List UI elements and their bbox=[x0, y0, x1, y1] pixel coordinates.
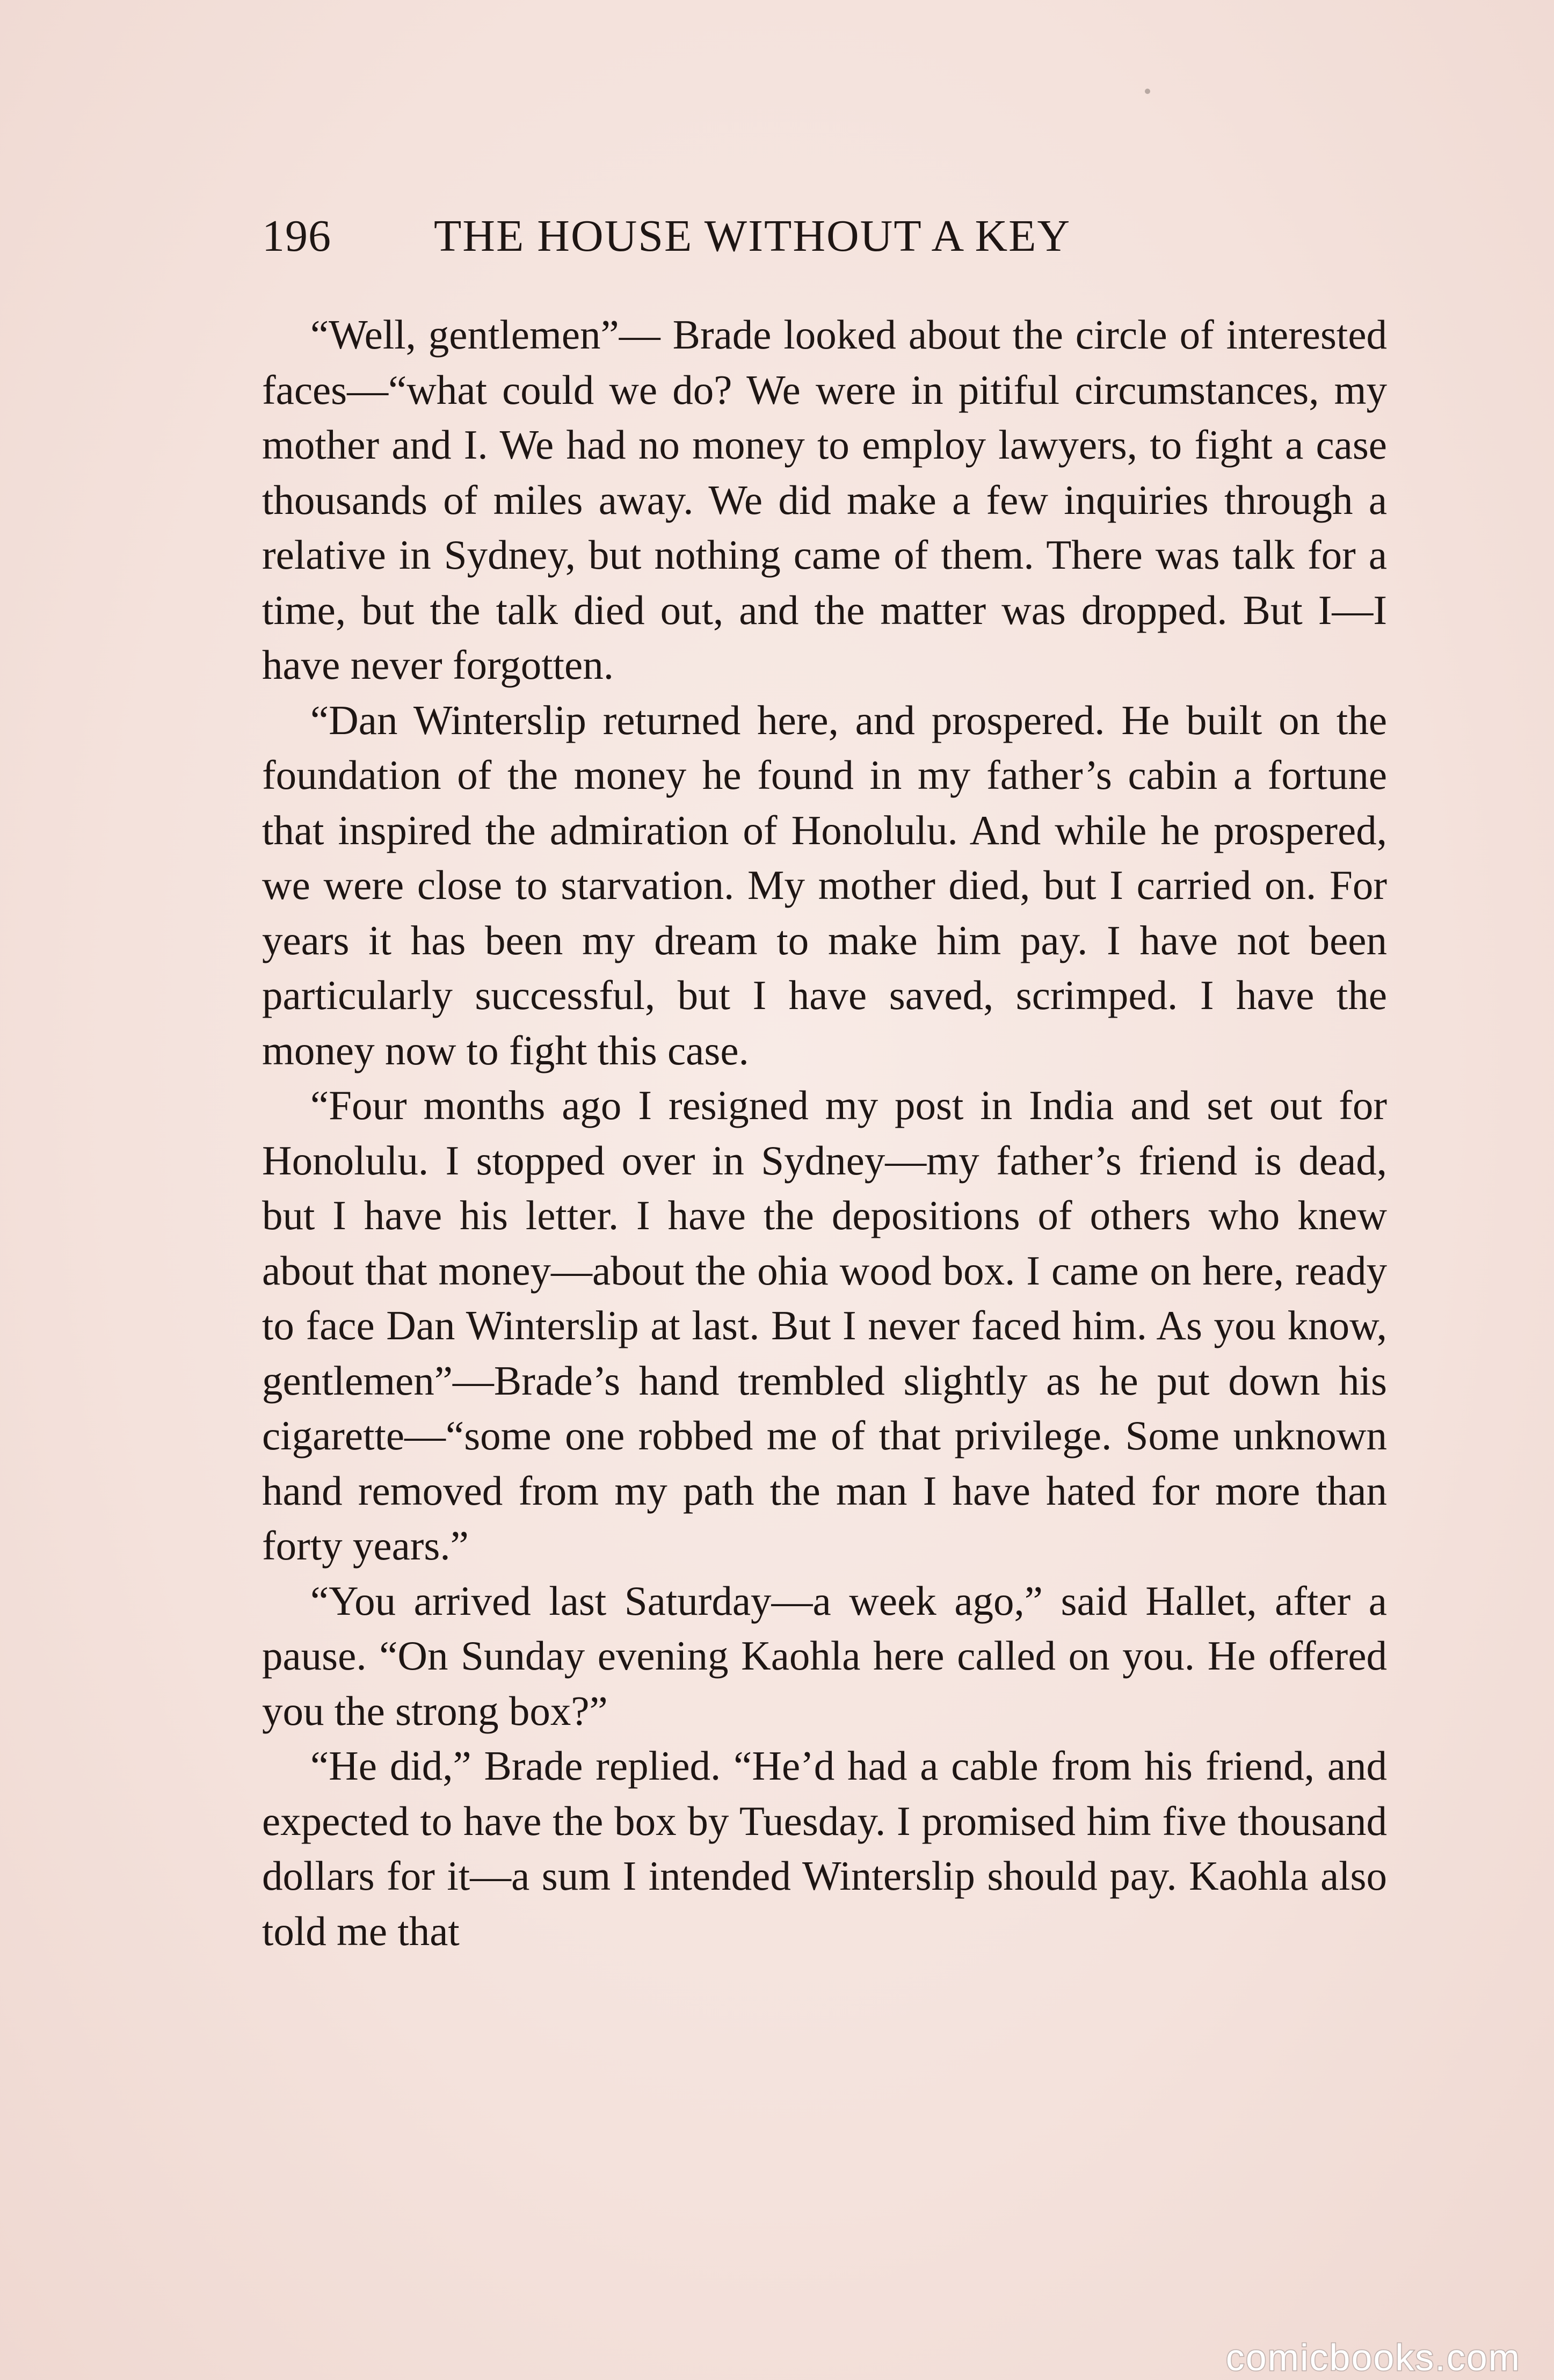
page-header bbox=[262, 207, 1218, 266]
running-title: THE HOUSE WITHOUT A KEY bbox=[434, 211, 1071, 261]
paragraph: “He did,” Brade replied. “He’d had a cable from his friend, and expected to have the box by Tuesday. I promised him five thousand dollars for it—a sum I intended Winterslip should pay. Kaohla also told me that bbox=[262, 1743, 1387, 1954]
paragraph: “You arrived last Saturday—a week ago,” said Hallet, after a pause. “On Sunday evening Kaohla here called on you. He offered you the strong box?” bbox=[262, 1577, 1387, 1734]
paper-speck bbox=[1145, 89, 1150, 94]
watermark: comicbooks.com bbox=[1225, 2337, 1521, 2378]
paragraph: “Four months ago I resigned my post in India and set out for Honolulu. I stopped over in Sydney—my father’s friend is dead, but I have his letter. I have the depositions of others who knew about that money—about the ohia wood box. I came on here, ready to face Dan Winterslip at last. But I never faced him. As you know, gentlemen”—Brade’s hand trembled slightly as he put down his cigarette—“some one robbed me of that privilege. Some unknown hand removed from my path the man I have hated for more than forty years.” bbox=[262, 1082, 1387, 1569]
body-text bbox=[262, 307, 1387, 1958]
paragraph: “Well, gentlemen”— Brade looked about the circle of interested faces—“what could we do? We were in pitiful circumstances, my mother and I. We had no money to employ lawyers, to fight a case thousands of miles away. We did make a few inquiries through a relative in Sydney, but nothing came of them. There was talk for a time, but the talk died out, and the matter was dropped. But I—I have never forgotten. bbox=[262, 311, 1387, 688]
page-number: 196 bbox=[262, 211, 331, 261]
paragraph: “Dan Winterslip returned here, and prospered. He built on the foundation of the money he found in my father’s cabin a fortune that inspired the admiration of Honolulu. And while he prospered, we were close to starvation. My mother died, but I carried on. For years it has been my dream to make him pay. I have not been particularly successful, but I have saved, scrimped. I have the money now to fight this case. bbox=[262, 696, 1387, 1073]
